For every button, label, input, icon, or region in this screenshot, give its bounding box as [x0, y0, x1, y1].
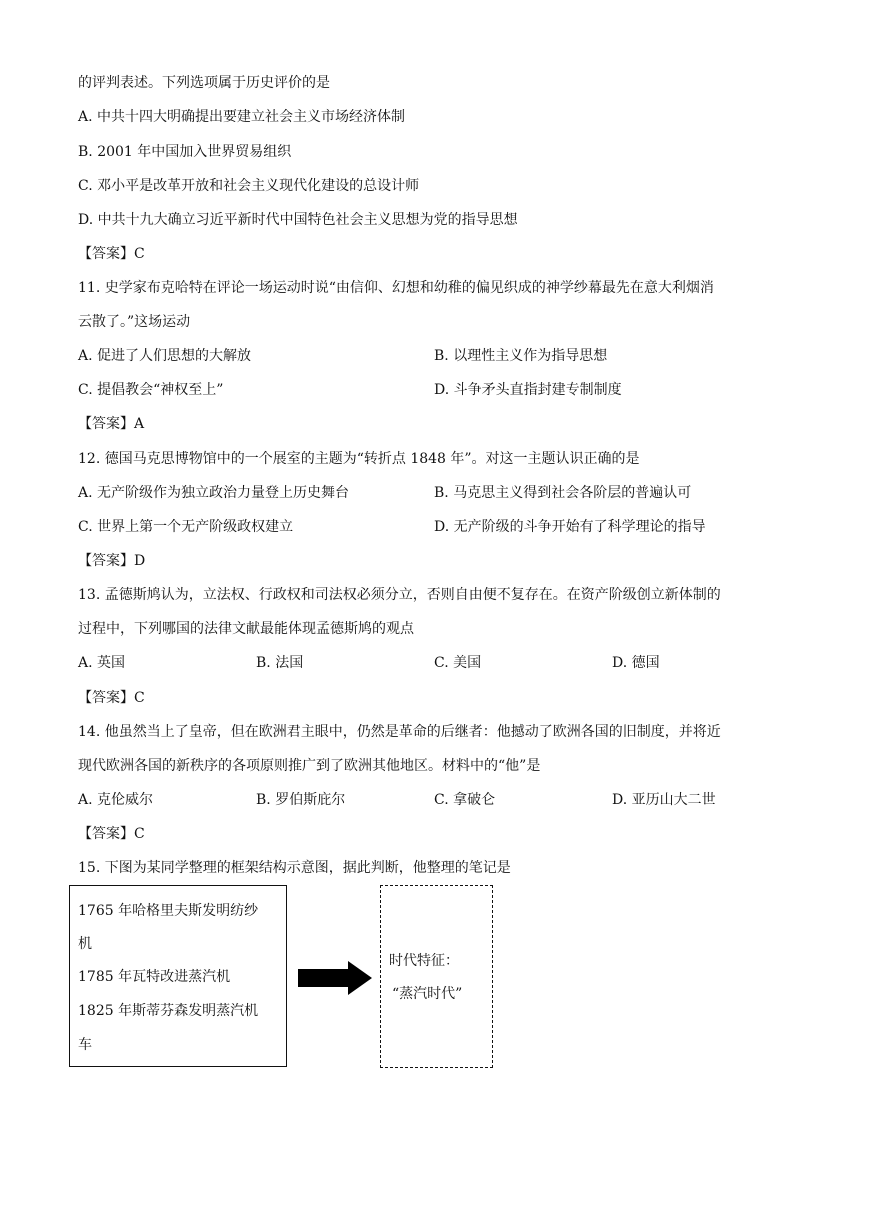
q12-option-b: B. 马克思主义得到社会各阶层的普遍认可 — [434, 485, 692, 501]
q13-option-c: C. 美国 — [434, 655, 482, 671]
diagram-era-value: “蒸汽时代” — [392, 986, 463, 1002]
diagram-event-1-wrap: 机 — [78, 936, 92, 952]
q13-option-d: D. 德国 — [612, 655, 660, 671]
q14-answer: 【答案】C — [78, 826, 145, 842]
q10-option-b: B. 2001 年中国加入世界贸易组织 — [78, 144, 292, 160]
q13-option-b: B. 法国 — [256, 655, 304, 671]
q11-option-d: D. 斗争矛头直指封建专制制度 — [434, 382, 622, 398]
q12-option-c: C. 世界上第一个无产阶级政权建立 — [78, 519, 294, 535]
q14-option-b: B. 罗伯斯庇尔 — [256, 792, 346, 808]
diagram-event-1: 1765 年哈格里夫斯发明纺纱 — [78, 903, 259, 919]
q10-option-d: D. 中共十九大确立习近平新时代中国特色社会主义思想为党的指导思想 — [78, 212, 518, 228]
q15-stem-line1: 15. 下图为某同学整理的框架结构示意图，据此判断，他整理的笔记是 — [78, 860, 511, 876]
q12-stem-line1: 12. 德国马克思博物馆中的一个展室的主题为“转折点 1848 年”。对这一主题认识正确的是 — [78, 451, 640, 467]
q12-answer: 【答案】D — [78, 553, 146, 569]
q13-stem-line2: 过程中，下列哪国的法律文献最能体现孟德斯鸠的观点 — [78, 621, 414, 637]
q14-option-a: A. 克伦威尔 — [78, 792, 154, 808]
diagram-era-label: 时代特征： — [389, 953, 459, 969]
q10-stem-tail: 的评判表述。下列选项属于历史评价的是 — [78, 75, 330, 91]
q12-option-d: D. 无产阶级的斗争开始有了科学理论的指导 — [434, 519, 706, 535]
q11-answer: 【答案】A — [78, 416, 145, 432]
q14-stem-line2: 现代欧洲各国的新秩序的各项原则推广到了欧洲其他地区。材料中的“他”是 — [78, 758, 541, 774]
q11-stem-line2: 云散了。”这场运动 — [78, 314, 191, 330]
diagram-event-3: 1825 年斯蒂芬森发明蒸汽机 — [78, 1003, 259, 1019]
q11-stem-line1: 11. 史学家布克哈特在评论一场运动时说“由信仰、幻想和幼稚的偏见织成的神学纱幕最先在意大利烟消 — [78, 280, 714, 296]
q14-stem-line1: 14. 他虽然当上了皇帝，但在欧洲君主眼中，仍然是革命的后继者：他撼动了欧洲各国的旧制度，并将近 — [78, 724, 721, 740]
q10-option-c: C. 邓小平是改革开放和社会主义现代化建设的总设计师 — [78, 178, 420, 194]
q13-stem-line1: 13. 孟德斯鸠认为，立法权、行政权和司法权必须分立，否则自由便不复存在。在资产阶级创立新体制的 — [78, 587, 721, 603]
q10-option-a: A. 中共十四大明确提出要建立社会主义市场经济体制 — [78, 109, 406, 125]
q11-option-a: A. 促进了人们思想的大解放 — [78, 348, 252, 364]
diagram-event-3-wrap: 车 — [78, 1037, 92, 1053]
diagram-conclusion-box — [380, 885, 493, 1068]
q11-option-b: B. 以理性主义作为指导思想 — [434, 348, 608, 364]
q14-option-d: D. 亚历山大二世 — [612, 792, 716, 808]
q10-answer: 【答案】C — [78, 246, 145, 262]
q13-option-a: A. 英国 — [78, 655, 126, 671]
q12-option-a: A. 无产阶级作为独立政治力量登上历史舞台 — [78, 485, 350, 501]
q13-answer: 【答案】C — [78, 690, 145, 706]
diagram-event-2: 1785 年瓦特改进蒸汽机 — [78, 969, 231, 985]
q14-option-c: C. 拿破仑 — [434, 792, 496, 808]
q11-option-c: C. 提倡教会“神权至上” — [78, 382, 224, 398]
right-arrow-icon — [298, 961, 372, 995]
